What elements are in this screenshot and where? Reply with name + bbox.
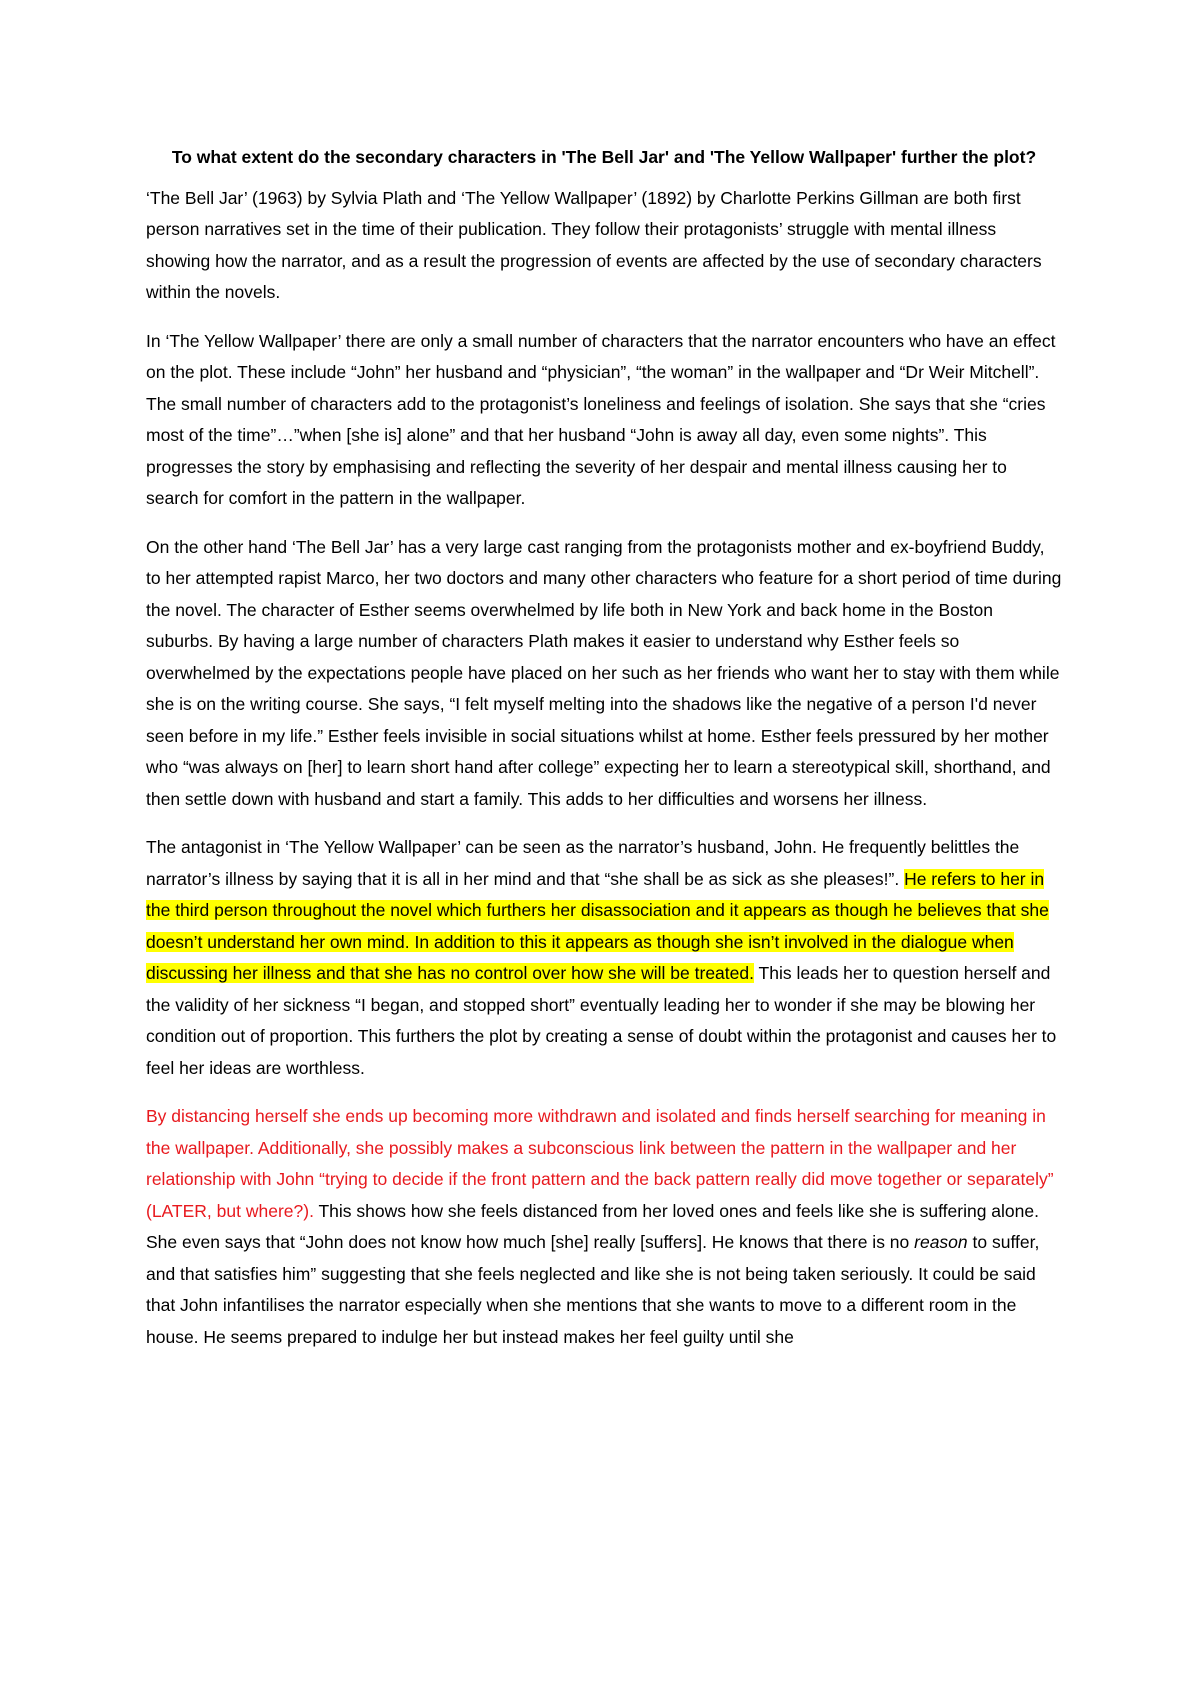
italic-word: reason	[914, 1232, 968, 1252]
essay-title: To what extent do the secondary characters in 'The Bell Jar' and 'The Yellow Wallpaper' further the plot?	[171, 147, 1037, 167]
document-page	[146, 142, 1062, 1370]
paragraph-intro: ‘The Bell Jar’ (1963) by Sylvia Plath and ‘The Yellow Wallpaper’ (1892) by Charlotte Perkins Gillman are both first person narratives set in the time of their publication. They follow their protagonists’ struggle with mental illness showing how the narrator, and as a result the progression of events are affected by the use of secondary characters within the novels.	[146, 187, 1042, 302]
paragraph-distancing-end: to suffer, and that satisfies him” suggesting that she feels neglected and like she is not being taken seriously. It could be said that John infantilises the narrator especially when she mentions that she wants to move to a different room in the house. He seems prepared to indulge her but instead makes her feel guilty until she	[146, 1232, 1040, 1347]
paragraph-antagonist-end: This leads her to question herself and the validity of her sickness “I began, and stopped short” eventually leading her to wonder if she may be blowing her condition out of proportion. This furthers the plot by creating a sense of doubt within the protagonist and causes her to feel her ideas are worthless.	[146, 963, 1057, 1078]
red-passage: By distancing herself she ends up becoming more withdrawn and isolated and finds herself searching for meaning in the wallpaper. Additionally, she possibly makes a subconscious link between the pattern in the wallpaper and her relationship with John “trying to decide if the front pattern and the back pattern really did move together or separately” (LATER, but where?).	[146, 1106, 1054, 1221]
paragraph-antagonist-start: The antagonist in ‘The Yellow Wallpaper’ can be seen as the narrator’s husband, John. He frequently belittles the narrator’s illness by saying that it is all in her mind and that “she shall be as sick as she pleases!”.	[146, 837, 1020, 889]
paragraph-distancing-middle: This shows how she feels distanced from her loved ones and feels like she is suffering alone. She even says that “John does not know how much [she] really [suffers]. He knows that there is no	[146, 1200, 1039, 1252]
paragraph-bell-jar-cast: On the other hand ‘The Bell Jar’ has a very large cast ranging from the protagonists mother and ex-boyfriend Buddy, to her attempted rapist Marco, her two doctors and many other characters who feature for a short period of time during the novel. The character of Esther seems overwhelmed by life both in New York and back home in the Boston suburbs. By having a large number of characters Plath makes it easier to understand why Esther feels so overwhelmed by the expectations people have placed on her such as her friends who want her to stay with them while she is on the writing course. She says, “I felt myself melting into the shadows like the negative of a person I'd never seen before in my life.” Esther feels invisible in social situations whilst at home. Esther feels pressured by her mother who “was always on [her] to learn short hand after college” expecting her to learn a stereotypical skill, shorthand, and then settle down with husband and start a family. This adds to her difficulties and worsens her illness.	[146, 536, 1062, 809]
paragraph-distancing	[146, 1101, 1062, 1353]
highlighted-passage: He refers to her in the third person throughout the novel which furthers her disassociation and it appears as though he believes that she doesn’t understand her own mind. In addition to this it appears as though she isn’t involved in the dialogue when discussing her illness and that she has no control over how she will be treated.	[146, 868, 1049, 983]
paragraph-antagonist	[146, 832, 1062, 1084]
paragraph-yellow-wallpaper-characters: In ‘The Yellow Wallpaper’ there are only a small number of characters that the narrator encounters who have an effect on the plot. These include “John” her husband and “physician”, “the woman” in the wallpaper and “Dr Weir Mitchell”. The small number of characters add to the protagonist’s loneliness and feelings of isolation. She says that she “cries most of the time”…”when [she is] alone” and that her husband “John is away all day, even some nights”. This progresses the story by emphasising and reflecting the severity of her despair and mental illness causing her to search for comfort in the pattern in the wallpaper.	[146, 330, 1056, 508]
